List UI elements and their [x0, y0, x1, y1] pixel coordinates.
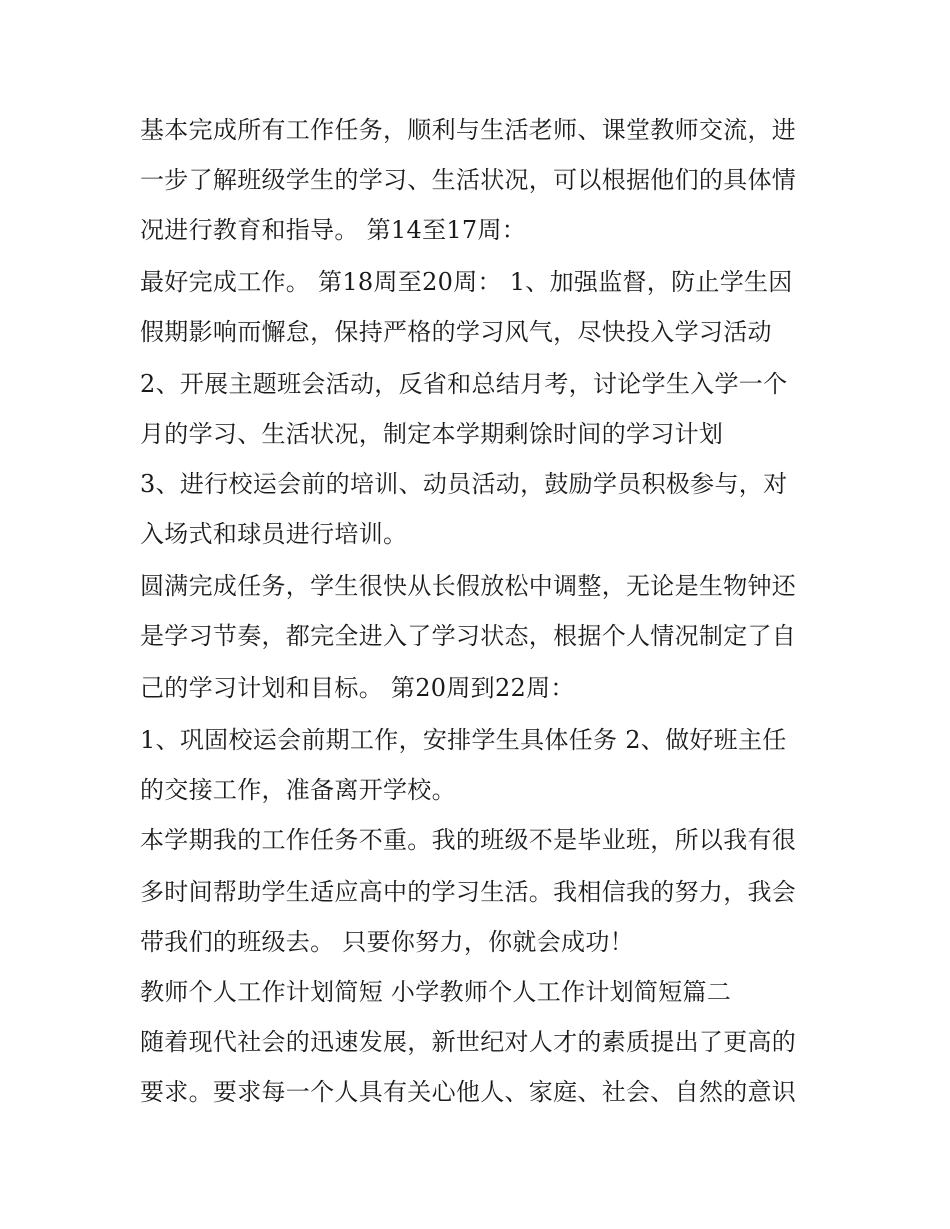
- text-line: 况进行教育和指导。 第14至17周：: [140, 216, 527, 244]
- text-line: 最好完成工作。 第18周至20周： 1、加强监督，防止学生因: [140, 268, 793, 296]
- text-line: 的交接工作，准备离开学校。: [140, 776, 456, 804]
- text-line: 随着现代社会的迅速发展，新世纪对人才的素质提出了更高的: [140, 1028, 797, 1056]
- text-line: 入场式和球员进行培训。: [140, 520, 408, 548]
- text-line: 假期影响而懈怠，保持严格的学习风气，尽快投入学习活动: [140, 318, 772, 346]
- text-line: 基本完成所有工作任务，顺利与生活老师、课堂教师交流，进: [140, 116, 797, 144]
- text-line: 月的学习、生活状况，制定本学期剩馀时间的学习计划: [140, 420, 724, 448]
- text-line: 3、进行校运会前的培训、动员活动，鼓励学员积极参与，对: [140, 470, 788, 498]
- text-line: 本学期我的工作任务不重。我的班级不是毕业班，所以我有很: [140, 826, 797, 854]
- text-line: 是学习节奏，都完全进入了学习状态，根据个人情况制定了自: [140, 622, 797, 650]
- text-line: 一步了解班级学生的学习、生活状况，可以根据他们的具体情: [140, 166, 797, 194]
- text-line: 1、巩固校运会前期工作，安排学生具体任务 2、做好班主任: [140, 726, 787, 754]
- text-line: 圆满完成任务，学生很快从长假放松中调整，无论是生物钟还: [140, 572, 797, 600]
- text-line: 2、开展主题班会活动，反省和总结月考，讨论学生入学一个: [140, 370, 788, 398]
- text-line: 要求。要求每一个人具有关心他人、家庭、社会、自然的意识: [140, 1078, 797, 1106]
- text-line: 带我们的班级去。 只要你努力，你就会成功！: [140, 928, 634, 956]
- text-line: 多时间帮助学生适应高中的学习生活。我相信我的努力，我会: [140, 878, 797, 906]
- text-line: 教师个人工作计划简短 小学教师个人工作计划简短篇二: [140, 978, 732, 1006]
- text-line: 己的学习计划和目标。 第20周到22周：: [140, 674, 575, 702]
